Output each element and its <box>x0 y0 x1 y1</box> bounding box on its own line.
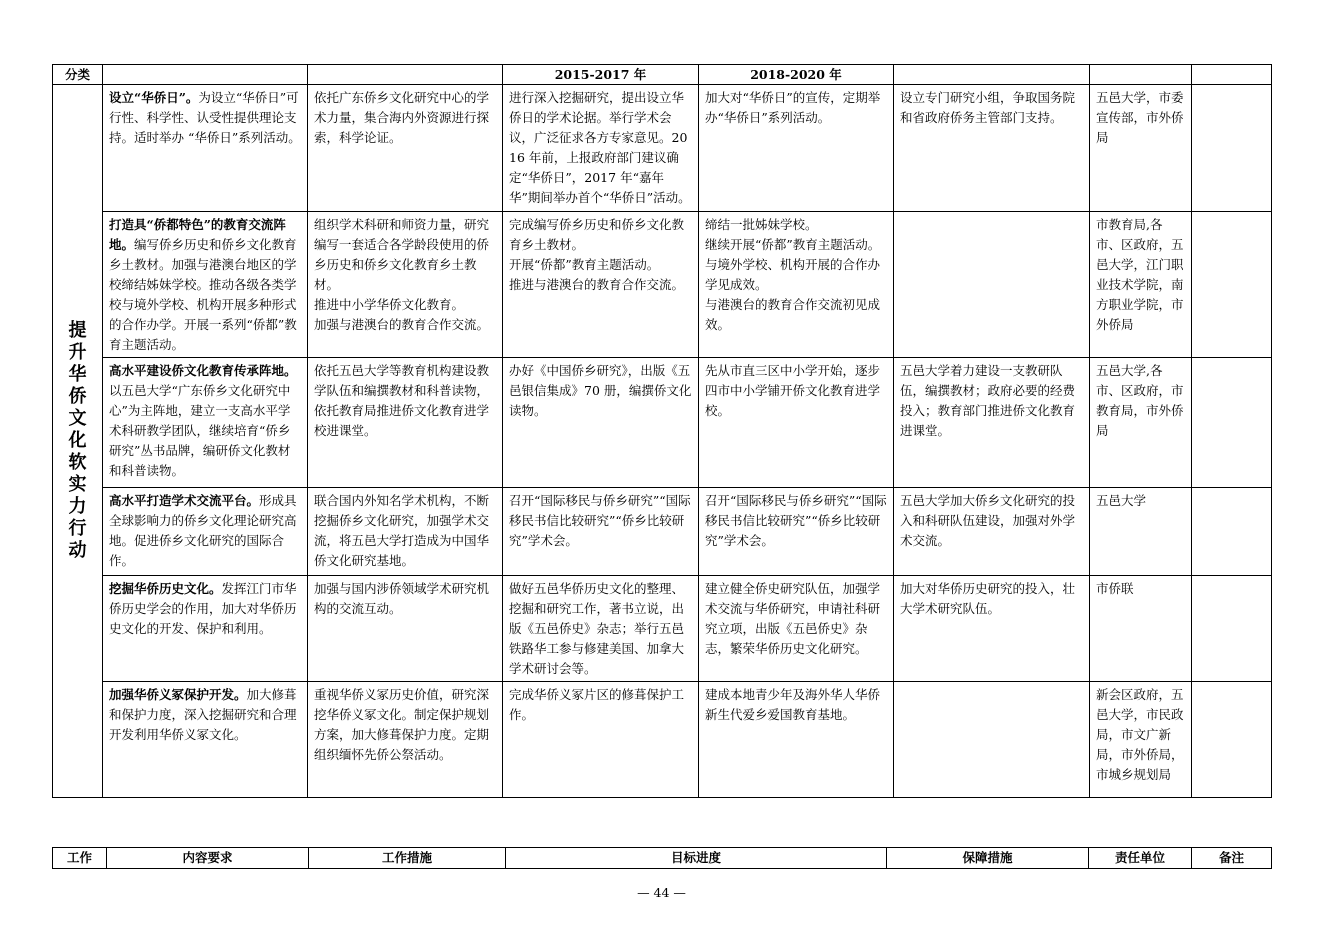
responsible-cell: 新会区政府，五邑大学，市民政局，市文广新局，市外侨局，市城乡规划局 <box>1090 682 1192 798</box>
footer-header-work: 工作 <box>53 848 107 869</box>
table-row <box>53 576 1272 682</box>
remark-cell <box>1192 212 1272 358</box>
target-2018-2020-cell: 建成本地青少年及海外华人华侨新生代爱乡爱国教育基地。 <box>699 682 894 798</box>
target-2018-2020-cell: 建立健全侨史研究队伍，加强学术交流与华侨研究，申请社科研究立项，出版《五邑侨史》杂志，繁荣华侨历史文化研究。 <box>699 576 894 682</box>
content-cell <box>103 488 308 576</box>
table-row <box>53 358 1272 488</box>
guarantee-cell: 设立专门研究小组，争取国务院和省政府侨务主管部门支持。 <box>894 85 1090 212</box>
page-number: — 44 — <box>637 885 686 900</box>
footer-header-measures: 工作措施 <box>309 848 506 869</box>
header-col3 <box>308 65 503 85</box>
table-row <box>53 85 1272 212</box>
footer-header-table <box>52 847 1272 869</box>
target-2015-2017-cell: 办好《中国侨乡研究》，出版《五邑银信集成》70 册，编撰侨文化读物。 <box>503 358 699 488</box>
remark-cell <box>1192 358 1272 488</box>
guarantee-cell: 五邑大学着力建设一支教研队伍，编撰教材；政府必要的经费投入；教育部门推进侨文化教育进课堂。 <box>894 358 1090 488</box>
content-cell <box>103 682 308 798</box>
content-text: 为设立“华侨日”可行性、科学性、认受性提供理论支持。适时举办 “华侨日”系列活动。 <box>109 90 301 145</box>
header-col6 <box>894 65 1090 85</box>
measures-cell: 加强与国内涉侨领域学术研究机构的交流互动。 <box>308 576 503 682</box>
main-table <box>52 64 1272 798</box>
guarantee-cell <box>894 682 1090 798</box>
remark-cell <box>1192 576 1272 682</box>
target-2018-2020-cell: 加大对“华侨日”的宣传，定期举办“华侨日”系列活动。 <box>699 85 894 212</box>
content-title: 高水平建设侨文化教育传承阵地。 <box>109 363 297 378</box>
content-title: 挖掘华侨历史文化。 <box>109 581 222 596</box>
header-period-2018-2020: 2018-2020 年 <box>699 65 894 85</box>
footer-header-target: 目标进度 <box>506 848 887 869</box>
header-col2 <box>103 65 308 85</box>
content-title: 打造具“侨都特色”的教育交流阵地。 <box>109 217 286 252</box>
guarantee-cell: 加大对华侨历史研究的投入，壮大学术研究队伍。 <box>894 576 1090 682</box>
responsible-cell: 五邑大学，市委宣传部，市外侨局 <box>1090 85 1192 212</box>
target-2015-2017-cell: 完成华侨义冢片区的修葺保护工作。 <box>503 682 699 798</box>
content-title: 高水平打造学术交流平台。 <box>109 493 260 508</box>
category-cell <box>53 85 103 798</box>
content-text: 编写侨乡历史和侨乡文化教育乡土教材。加强与港澳台地区的学校缔结姊妹学校。推动各级各类学校与境外学校、机构开展多种形式的合作办学。开展一系列“侨都”教育主题活动。 <box>109 237 297 352</box>
target-2018-2020-cell: 先从市直三区中小学开始，逐步四市中小学铺开侨文化教育进学校。 <box>699 358 894 488</box>
content-cell <box>103 576 308 682</box>
header-col8 <box>1192 65 1272 85</box>
responsible-cell: 五邑大学 <box>1090 488 1192 576</box>
table-row <box>53 488 1272 576</box>
content-text: 加大修葺和保护力度，深入挖掘研究和合理开发利用华侨义冢文化。 <box>109 687 297 742</box>
target-2018-2020-cell: 缔结一批姊妹学校。 继续开展“侨都”教育主题活动。 与境外学校、机构开展的合作办学见成效。 与港澳台的教育合作交流初见成效。 <box>699 212 894 358</box>
responsible-cell: 五邑大学,各市、区政府，市教育局，市外侨局 <box>1090 358 1192 488</box>
footer-header-content: 内容要求 <box>107 848 309 869</box>
target-2015-2017-cell: 召开“国际移民与侨乡研究”“国际移民书信比较研究”“侨乡比较研究”学术会。 <box>503 488 699 576</box>
header-period-2015-2017: 2015-2017 年 <box>503 65 699 85</box>
table-header-row <box>53 65 1272 85</box>
header-category: 分类 <box>53 65 103 85</box>
content-cell <box>103 85 308 212</box>
remark-cell <box>1192 682 1272 798</box>
footer-header-row <box>53 848 1272 869</box>
measures-cell: 依托广东侨乡文化研究中心的学术力量，集合海内外资源进行探索，科学论证。 <box>308 85 503 212</box>
guarantee-cell: 五邑大学加大侨乡文化研究的投入和科研队伍建设，加强对外学术交流。 <box>894 488 1090 576</box>
content-title: 加强华侨义冢保护开发。 <box>109 687 247 702</box>
content-text: 形成具全球影响力的侨乡文化理论研究高地。促进侨乡文化研究的国际合作。 <box>109 493 297 568</box>
footer-header-remark: 备注 <box>1192 848 1272 869</box>
remark-cell <box>1192 85 1272 212</box>
table-row <box>53 212 1272 358</box>
target-2018-2020-cell: 召开“国际移民与侨乡研究”“国际移民书信比较研究”“侨乡比较研究”学术会。 <box>699 488 894 576</box>
category-label: 提升华侨文化软实力行动 <box>68 320 87 561</box>
content-cell <box>103 358 308 488</box>
footer-header-guarantee: 保障措施 <box>887 848 1089 869</box>
content-text: 发挥江门市华侨历史学会的作用，加大对华侨历史文化的开发、保护和利用。 <box>109 581 297 636</box>
measures-cell: 联合国内外知名学术机构，不断挖掘侨乡文化研究，加强学术交流，将五邑大学打造成为中国华侨文化研究基地。 <box>308 488 503 576</box>
measures-cell: 依托五邑大学等教育机构建设教学队伍和编撰教材和科普读物，依托教育局推进侨文化教育进学校进课堂。 <box>308 358 503 488</box>
table-row <box>53 682 1272 798</box>
target-2015-2017-cell: 做好五邑华侨历史文化的整理、挖掘和研究工作，著书立说，出版《五邑侨史》杂志；举行五邑铁路华工参与修建美国、加拿大学术研讨会等。 <box>503 576 699 682</box>
responsible-cell: 市教育局,各市、区政府，五邑大学，江门职业技术学院，南方职业学院，市外侨局 <box>1090 212 1192 358</box>
footer-header-responsible: 责任单位 <box>1089 848 1192 869</box>
header-col7 <box>1090 65 1192 85</box>
measures-cell: 组织学术科研和师资力量，研究编写一套适合各学龄段使用的侨乡历史和侨乡文化教育乡土教材。 推进中小学华侨文化教育。 加强与港澳台的教育合作交流。 <box>308 212 503 358</box>
measures-cell: 重视华侨义冢历史价值，研究深挖华侨义冢文化。制定保护规划方案，加大修葺保护力度。定期组织缅怀先侨公祭活动。 <box>308 682 503 798</box>
target-2015-2017-cell: 进行深入挖掘研究，提出设立华侨日的学术论据。举行学术会议，广泛征求各方专家意见。2016 年前，上报政府部门建议确定“华侨日”，2017 年“嘉年华”期间举办首个“华侨日”活动。 <box>503 85 699 212</box>
guarantee-cell <box>894 212 1090 358</box>
content-text: 以五邑大学“广东侨乡文化研究中心”为主阵地，建立一支高水平学术科研教学团队，继续培育“侨乡研究”丛书品牌，编研侨文化教材和科普读物。 <box>109 383 291 478</box>
responsible-cell: 市侨联 <box>1090 576 1192 682</box>
content-cell <box>103 212 308 358</box>
content-title: 设立“华侨日”。 <box>109 90 199 105</box>
remark-cell <box>1192 488 1272 576</box>
target-2015-2017-cell: 完成编写侨乡历史和侨乡文化教育乡土教材。 开展“侨都”教育主题活动。 推进与港澳台的教育合作交流。 <box>503 212 699 358</box>
